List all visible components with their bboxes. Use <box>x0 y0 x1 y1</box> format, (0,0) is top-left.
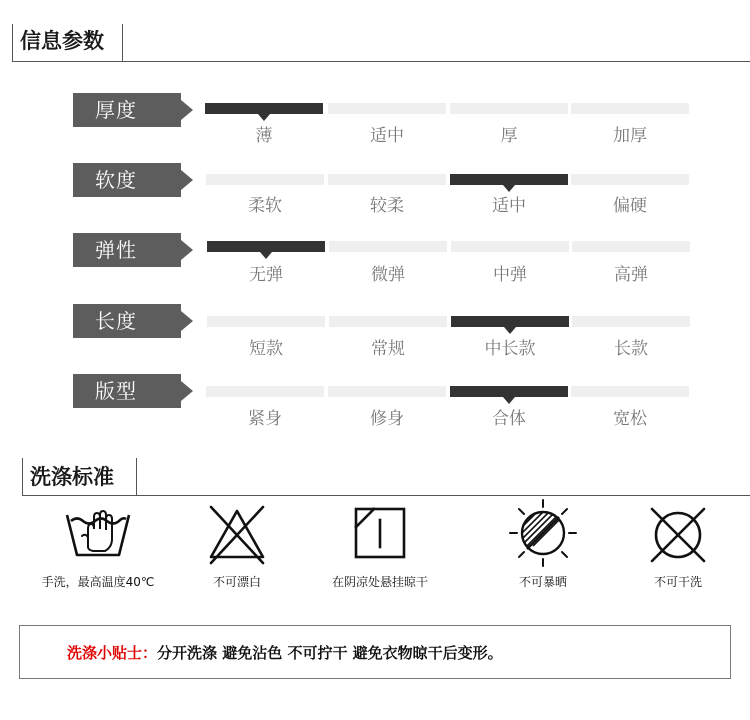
care-item-shade-dry <box>305 505 455 595</box>
scale-segment <box>206 386 324 397</box>
scale-segment-selected <box>450 386 568 397</box>
care-item-no-dry-clean <box>603 505 750 595</box>
info-section-title: 信息参数 <box>20 29 104 53</box>
scale-segment-selected <box>450 174 568 185</box>
param-label: 版型 <box>95 379 137 403</box>
header-bracket-left <box>22 458 23 496</box>
wash-section-title: 洗涤标准 <box>30 465 114 489</box>
scale-option: 厚 <box>500 126 518 146</box>
scale-option: 中弹 <box>493 265 527 285</box>
param-label: 软度 <box>95 168 137 192</box>
header-bracket-right <box>136 458 137 496</box>
header-bracket-left <box>12 24 13 62</box>
scale-option: 薄 <box>255 126 273 146</box>
care-item-hand-wash <box>23 505 173 595</box>
care-item-no-sun <box>468 498 618 595</box>
scale-segment <box>572 316 690 327</box>
scale-segment <box>328 174 446 185</box>
param-label: 长度 <box>95 309 137 333</box>
scale-option: 较柔 <box>370 196 404 216</box>
scale-option: 修身 <box>370 409 404 429</box>
scale-option: 柔软 <box>248 196 282 216</box>
scale-segment <box>572 241 690 252</box>
wash-tip-box <box>19 625 731 679</box>
scale-segment <box>329 241 447 252</box>
scale-option: 常规 <box>371 339 405 359</box>
scale-option: 加厚 <box>613 126 647 146</box>
scale-option: 偏硬 <box>613 196 647 216</box>
param-label: 弹性 <box>95 238 137 262</box>
header-bracket-right <box>122 24 123 62</box>
no-dry-clean-icon <box>648 505 708 565</box>
param-tag <box>73 233 181 267</box>
scale-option: 宽松 <box>613 409 647 429</box>
care-label: 手洗，最高温度40℃ <box>41 575 155 589</box>
header-divider <box>12 61 750 62</box>
wash-tip-label: 洗涤小贴士： <box>67 644 158 662</box>
param-tag <box>73 304 181 338</box>
scale-option: 长款 <box>614 339 648 359</box>
care-label: 在阴凉处悬挂晾干 <box>331 575 428 589</box>
param-row-softness <box>0 163 750 233</box>
header-divider <box>22 495 750 496</box>
scale-segment <box>571 386 689 397</box>
scale-option: 微弹 <box>371 265 405 285</box>
param-row-thickness <box>0 93 750 163</box>
scale-segment-selected <box>451 316 569 327</box>
scale-segment <box>328 386 446 397</box>
scale-option: 适中 <box>492 196 526 216</box>
scale-segment-selected <box>207 241 325 252</box>
no-sun-icon <box>507 498 579 568</box>
scale-segment <box>451 241 569 252</box>
scale-option: 合体 <box>492 409 526 429</box>
param-row-length <box>0 304 750 374</box>
scale-segment <box>571 174 689 185</box>
scale-segment <box>450 103 568 114</box>
wash-tip <box>67 643 503 663</box>
care-label: 不可暴晒 <box>518 575 567 589</box>
param-tag <box>73 93 181 127</box>
scale-segment <box>207 316 325 327</box>
scale-segment-selected <box>205 103 323 114</box>
wash-tip-text: 分开洗涤 避免沾色 不可拧干 避免衣物晾干后变形。 <box>157 644 503 662</box>
no-bleach-icon <box>205 505 269 565</box>
scale-segment <box>328 103 446 114</box>
param-row-fit <box>0 374 750 444</box>
scale-option: 中长款 <box>484 339 536 359</box>
scale-option: 适中 <box>370 126 404 146</box>
care-label: 不可干洗 <box>653 575 702 589</box>
scale-segment <box>206 174 324 185</box>
scale-segment <box>571 103 689 114</box>
scale-option: 无弹 <box>249 265 283 285</box>
param-label: 厚度 <box>95 98 137 122</box>
care-item-no-bleach <box>162 505 312 595</box>
scale-option: 紧身 <box>248 409 282 429</box>
scale-option: 短款 <box>249 339 283 359</box>
hand-wash-icon <box>63 505 133 561</box>
scale-option: 高弹 <box>614 265 648 285</box>
shade-dry-icon <box>352 505 408 561</box>
scale-segment <box>329 316 447 327</box>
param-tag <box>73 374 181 408</box>
param-tag <box>73 163 181 197</box>
param-row-elasticity <box>0 233 750 303</box>
care-label: 不可漂白 <box>212 575 261 589</box>
